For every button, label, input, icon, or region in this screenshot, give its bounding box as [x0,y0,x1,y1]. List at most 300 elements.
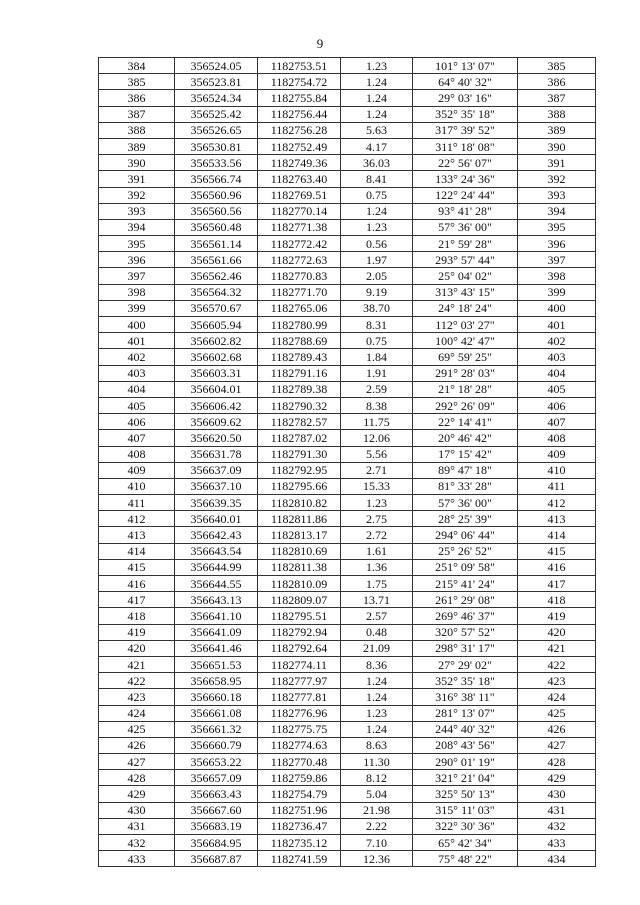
distance-cell: 5.04 [341,786,413,802]
distance-cell: 38.70 [341,300,413,316]
distance-cell: 1.61 [341,543,413,559]
next-point-cell: 391 [518,155,596,171]
table-row [99,365,596,381]
table-row [99,252,596,268]
next-point-cell: 419 [518,608,596,624]
y-coordinate-cell: 1182752.49 [258,138,341,154]
point-number-cell: 413 [99,527,175,543]
bearing-cell: 22° 56' 07" [413,155,518,171]
x-coordinate-cell: 356523.81 [175,74,258,90]
bearing-cell: 320° 57' 52" [413,624,518,640]
bearing-cell: 244° 40' 32" [413,721,518,737]
table-row [99,786,596,802]
table-row [99,802,596,818]
next-point-cell: 413 [518,511,596,527]
next-point-cell: 387 [518,90,596,106]
table-row [99,770,596,786]
x-coordinate-cell: 356524.05 [175,58,258,74]
next-point-cell: 389 [518,122,596,138]
table-row [99,737,596,753]
x-coordinate-cell: 356642.43 [175,527,258,543]
next-point-cell: 416 [518,559,596,575]
table-row [99,576,596,592]
point-number-cell: 425 [99,721,175,737]
table-row [99,317,596,333]
table-row [99,608,596,624]
x-coordinate-cell: 356606.42 [175,397,258,413]
point-number-cell: 396 [99,252,175,268]
x-coordinate-cell: 356687.87 [175,851,258,867]
point-number-cell: 415 [99,559,175,575]
next-point-cell: 426 [518,721,596,737]
bearing-cell: 133° 24' 36" [413,171,518,187]
distance-cell: 0.75 [341,187,413,203]
next-point-cell: 403 [518,349,596,365]
next-point-cell: 388 [518,106,596,122]
point-number-cell: 407 [99,430,175,446]
distance-cell: 8.38 [341,397,413,413]
y-coordinate-cell: 1182780.99 [258,317,341,333]
table-row [99,414,596,430]
x-coordinate-cell: 356637.09 [175,462,258,478]
bearing-cell: 352° 35' 18" [413,106,518,122]
bearing-cell: 292° 26' 09" [413,397,518,413]
distance-cell: 1.24 [341,721,413,737]
point-number-cell: 428 [99,770,175,786]
distance-cell: 4.17 [341,138,413,154]
y-coordinate-cell: 1182789.38 [258,381,341,397]
y-coordinate-cell: 1182811.38 [258,559,341,575]
bearing-cell: 101° 13' 07" [413,58,518,74]
x-coordinate-cell: 356660.18 [175,689,258,705]
x-coordinate-cell: 356561.66 [175,252,258,268]
bearing-cell: 293° 57' 44" [413,252,518,268]
table-row [99,203,596,219]
next-point-cell: 401 [518,317,596,333]
y-coordinate-cell: 1182772.63 [258,252,341,268]
x-coordinate-cell: 356640.01 [175,511,258,527]
table-row [99,138,596,154]
x-coordinate-cell: 356566.74 [175,171,258,187]
point-number-cell: 385 [99,74,175,90]
bearing-cell: 65° 42' 34" [413,835,518,851]
distance-cell: 1.24 [341,106,413,122]
point-number-cell: 402 [99,349,175,365]
y-coordinate-cell: 1182795.66 [258,478,341,494]
table-row [99,689,596,705]
distance-cell: 2.71 [341,462,413,478]
y-coordinate-cell: 1182788.69 [258,333,341,349]
next-point-cell: 431 [518,802,596,818]
point-number-cell: 424 [99,705,175,721]
table-row [99,656,596,672]
table-row [99,300,596,316]
table-row [99,268,596,284]
point-number-cell: 386 [99,90,175,106]
point-number-cell: 398 [99,284,175,300]
y-coordinate-cell: 1182777.81 [258,689,341,705]
next-point-cell: 427 [518,737,596,753]
bearing-cell: 64° 40' 32" [413,74,518,90]
bearing-cell: 315° 11' 03" [413,802,518,818]
x-coordinate-cell: 356525.42 [175,106,258,122]
bearing-cell: 20° 46' 42" [413,430,518,446]
table-row [99,705,596,721]
bearing-cell: 27° 29' 02" [413,656,518,672]
next-point-cell: 433 [518,835,596,851]
point-number-cell: 429 [99,786,175,802]
point-number-cell: 433 [99,851,175,867]
table-row [99,397,596,413]
bearing-cell: 251° 09' 58" [413,559,518,575]
bearing-cell: 24° 18' 24" [413,300,518,316]
y-coordinate-cell: 1182777.97 [258,673,341,689]
y-coordinate-cell: 1182736.47 [258,818,341,834]
distance-cell: 2.22 [341,818,413,834]
y-coordinate-cell: 1182741.59 [258,851,341,867]
y-coordinate-cell: 1182795.51 [258,608,341,624]
table-row [99,543,596,559]
x-coordinate-cell: 356560.48 [175,219,258,235]
next-point-cell: 417 [518,576,596,592]
bearing-cell: 25° 04' 02" [413,268,518,284]
distance-cell: 1.97 [341,252,413,268]
table-row [99,527,596,543]
x-coordinate-cell: 356660.79 [175,737,258,753]
next-point-cell: 406 [518,397,596,413]
distance-cell: 1.23 [341,705,413,721]
distance-cell: 13.71 [341,592,413,608]
bearing-cell: 208° 43' 56" [413,737,518,753]
y-coordinate-cell: 1182791.30 [258,446,341,462]
distance-cell: 5.56 [341,446,413,462]
y-coordinate-cell: 1182774.11 [258,656,341,672]
point-number-cell: 432 [99,835,175,851]
bearing-cell: 29° 03' 16" [413,90,518,106]
next-point-cell: 421 [518,640,596,656]
x-coordinate-cell: 356643.13 [175,592,258,608]
bearing-cell: 57° 36' 00" [413,495,518,511]
distance-cell: 8.12 [341,770,413,786]
x-coordinate-cell: 356564.32 [175,284,258,300]
point-number-cell: 416 [99,576,175,592]
distance-cell: 1.23 [341,58,413,74]
x-coordinate-cell: 356639.35 [175,495,258,511]
y-coordinate-cell: 1182810.69 [258,543,341,559]
page-number: 9 [316,36,324,51]
distance-cell: 36.03 [341,155,413,171]
point-number-cell: 430 [99,802,175,818]
y-coordinate-cell: 1182765.06 [258,300,341,316]
table-row [99,851,596,867]
next-point-cell: 425 [518,705,596,721]
distance-cell: 0.48 [341,624,413,640]
y-coordinate-cell: 1182755.84 [258,90,341,106]
point-number-cell: 394 [99,219,175,235]
x-coordinate-cell: 356530.81 [175,138,258,154]
table-row [99,640,596,656]
table-row [99,559,596,575]
next-point-cell: 411 [518,478,596,494]
distance-cell: 1.24 [341,673,413,689]
next-point-cell: 407 [518,414,596,430]
distance-cell: 0.75 [341,333,413,349]
x-coordinate-cell: 356641.09 [175,624,258,640]
y-coordinate-cell: 1182811.86 [258,511,341,527]
x-coordinate-cell: 356602.82 [175,333,258,349]
next-point-cell: 409 [518,446,596,462]
next-point-cell: 402 [518,333,596,349]
x-coordinate-cell: 356609.62 [175,414,258,430]
bearing-cell: 122° 24' 44" [413,187,518,203]
y-coordinate-cell: 1182813.17 [258,527,341,543]
table-row [99,754,596,770]
bearing-cell: 112° 03' 27" [413,317,518,333]
point-number-cell: 420 [99,640,175,656]
bearing-cell: 281° 13' 07" [413,705,518,721]
x-coordinate-cell: 356653.22 [175,754,258,770]
next-point-cell: 405 [518,381,596,397]
bearing-cell: 57° 36' 00" [413,219,518,235]
x-coordinate-cell: 356644.55 [175,576,258,592]
next-point-cell: 399 [518,284,596,300]
next-point-cell: 397 [518,252,596,268]
distance-cell: 1.91 [341,365,413,381]
table-row [99,495,596,511]
next-point-cell: 429 [518,770,596,786]
bearing-cell: 89° 47' 18" [413,462,518,478]
next-point-cell: 410 [518,462,596,478]
distance-cell: 1.36 [341,559,413,575]
table-row [99,721,596,737]
bearing-cell: 25° 26' 52" [413,543,518,559]
y-coordinate-cell: 1182792.64 [258,640,341,656]
distance-cell: 11.75 [341,414,413,430]
x-coordinate-cell: 356533.56 [175,155,258,171]
table-row [99,58,596,74]
table-row [99,333,596,349]
point-number-cell: 414 [99,543,175,559]
point-number-cell: 399 [99,300,175,316]
distance-cell: 1.23 [341,219,413,235]
next-point-cell: 434 [518,851,596,867]
bearing-cell: 316° 38' 11" [413,689,518,705]
distance-cell: 12.36 [341,851,413,867]
next-point-cell: 428 [518,754,596,770]
table-row [99,446,596,462]
table-row [99,818,596,834]
y-coordinate-cell: 1182789.43 [258,349,341,365]
x-coordinate-cell: 356620.50 [175,430,258,446]
y-coordinate-cell: 1182756.44 [258,106,341,122]
y-coordinate-cell: 1182769.51 [258,187,341,203]
distance-cell: 2.59 [341,381,413,397]
distance-cell: 1.84 [341,349,413,365]
distance-cell: 21.98 [341,802,413,818]
bearing-cell: 215° 41' 24" [413,576,518,592]
table-row [99,673,596,689]
point-number-cell: 384 [99,58,175,74]
x-coordinate-cell: 356605.94 [175,317,258,333]
next-point-cell: 420 [518,624,596,640]
bearing-cell: 313° 43' 15" [413,284,518,300]
x-coordinate-cell: 356526.65 [175,122,258,138]
table-row [99,90,596,106]
distance-cell: 8.41 [341,171,413,187]
bearing-cell: 322° 30' 36" [413,818,518,834]
point-number-cell: 411 [99,495,175,511]
y-coordinate-cell: 1182790.32 [258,397,341,413]
y-coordinate-cell: 1182772.42 [258,236,341,252]
next-point-cell: 390 [518,138,596,154]
bearing-cell: 290° 01' 19" [413,754,518,770]
y-coordinate-cell: 1182751.96 [258,802,341,818]
point-number-cell: 389 [99,138,175,154]
table-row [99,155,596,171]
next-point-cell: 412 [518,495,596,511]
table-row [99,106,596,122]
point-number-cell: 417 [99,592,175,608]
bearing-cell: 294° 06' 44" [413,527,518,543]
table-row [99,122,596,138]
distance-cell: 5.63 [341,122,413,138]
point-number-cell: 391 [99,171,175,187]
distance-cell: 2.05 [341,268,413,284]
table-row [99,219,596,235]
table-row [99,592,596,608]
next-point-cell: 398 [518,268,596,284]
point-number-cell: 408 [99,446,175,462]
y-coordinate-cell: 1182753.51 [258,58,341,74]
x-coordinate-cell: 356637.10 [175,478,258,494]
table-row [99,381,596,397]
distance-cell: 1.24 [341,90,413,106]
distance-cell: 11.30 [341,754,413,770]
x-coordinate-cell: 356602.68 [175,349,258,365]
y-coordinate-cell: 1182774.63 [258,737,341,753]
distance-cell: 12.06 [341,430,413,446]
distance-cell: 0.56 [341,236,413,252]
bearing-cell: 22° 14' 41" [413,414,518,430]
y-coordinate-cell: 1182759.86 [258,770,341,786]
distance-cell: 8.31 [341,317,413,333]
next-point-cell: 393 [518,187,596,203]
y-coordinate-cell: 1182775.75 [258,721,341,737]
bearing-cell: 28° 25' 39" [413,511,518,527]
point-number-cell: 409 [99,462,175,478]
x-coordinate-cell: 356684.95 [175,835,258,851]
point-number-cell: 422 [99,673,175,689]
bearing-cell: 21° 18' 28" [413,381,518,397]
next-point-cell: 385 [518,58,596,74]
point-number-cell: 397 [99,268,175,284]
x-coordinate-cell: 356603.31 [175,365,258,381]
bearing-cell: 311° 18' 08" [413,138,518,154]
y-coordinate-cell: 1182754.72 [258,74,341,90]
bearing-cell: 17° 15' 42" [413,446,518,462]
distance-cell: 1.75 [341,576,413,592]
bearing-cell: 291° 28' 03" [413,365,518,381]
x-coordinate-cell: 356641.10 [175,608,258,624]
table-row [99,187,596,203]
distance-cell: 7.10 [341,835,413,851]
y-coordinate-cell: 1182735.12 [258,835,341,851]
distance-cell: 1.24 [341,74,413,90]
x-coordinate-cell: 356644.99 [175,559,258,575]
table-row [99,430,596,446]
next-point-cell: 386 [518,74,596,90]
bearing-cell: 298° 31' 17" [413,640,518,656]
x-coordinate-cell: 356658.95 [175,673,258,689]
distance-cell: 9.19 [341,284,413,300]
x-coordinate-cell: 356560.96 [175,187,258,203]
point-number-cell: 403 [99,365,175,381]
bearing-cell: 269° 46' 37" [413,608,518,624]
x-coordinate-cell: 356562.46 [175,268,258,284]
bearing-cell: 325° 50' 13" [413,786,518,802]
y-coordinate-cell: 1182809.07 [258,592,341,608]
point-number-cell: 423 [99,689,175,705]
x-coordinate-cell: 356667.60 [175,802,258,818]
bearing-cell: 75° 48' 22" [413,851,518,867]
x-coordinate-cell: 356631.78 [175,446,258,462]
y-coordinate-cell: 1182810.09 [258,576,341,592]
point-number-cell: 393 [99,203,175,219]
distance-cell: 1.23 [341,495,413,511]
next-point-cell: 422 [518,656,596,672]
point-number-cell: 426 [99,737,175,753]
point-number-cell: 431 [99,818,175,834]
table-row [99,624,596,640]
next-point-cell: 423 [518,673,596,689]
table-row [99,835,596,851]
distance-cell: 15.33 [341,478,413,494]
point-number-cell: 390 [99,155,175,171]
x-coordinate-cell: 356643.54 [175,543,258,559]
x-coordinate-cell: 356570.67 [175,300,258,316]
point-number-cell: 421 [99,656,175,672]
y-coordinate-cell: 1182771.70 [258,284,341,300]
point-number-cell: 405 [99,397,175,413]
point-number-cell: 404 [99,381,175,397]
x-coordinate-cell: 356661.32 [175,721,258,737]
x-coordinate-cell: 356561.14 [175,236,258,252]
point-number-cell: 410 [99,478,175,494]
x-coordinate-cell: 356524.34 [175,90,258,106]
table-row [99,511,596,527]
next-point-cell: 418 [518,592,596,608]
bearing-cell: 352° 35' 18" [413,673,518,689]
next-point-cell: 408 [518,430,596,446]
y-coordinate-cell: 1182770.48 [258,754,341,770]
y-coordinate-cell: 1182754.79 [258,786,341,802]
y-coordinate-cell: 1182756.28 [258,122,341,138]
distance-cell: 1.24 [341,203,413,219]
distance-cell: 2.72 [341,527,413,543]
next-point-cell: 392 [518,171,596,187]
bearing-cell: 69° 59' 25" [413,349,518,365]
bearing-cell: 321° 21' 04" [413,770,518,786]
next-point-cell: 395 [518,219,596,235]
table-row [99,74,596,90]
point-number-cell: 406 [99,414,175,430]
next-point-cell: 394 [518,203,596,219]
x-coordinate-cell: 356657.09 [175,770,258,786]
bearing-cell: 21° 59' 28" [413,236,518,252]
distance-cell: 8.36 [341,656,413,672]
bearing-cell: 93° 41' 28" [413,203,518,219]
bearing-cell: 317° 39' 52" [413,122,518,138]
